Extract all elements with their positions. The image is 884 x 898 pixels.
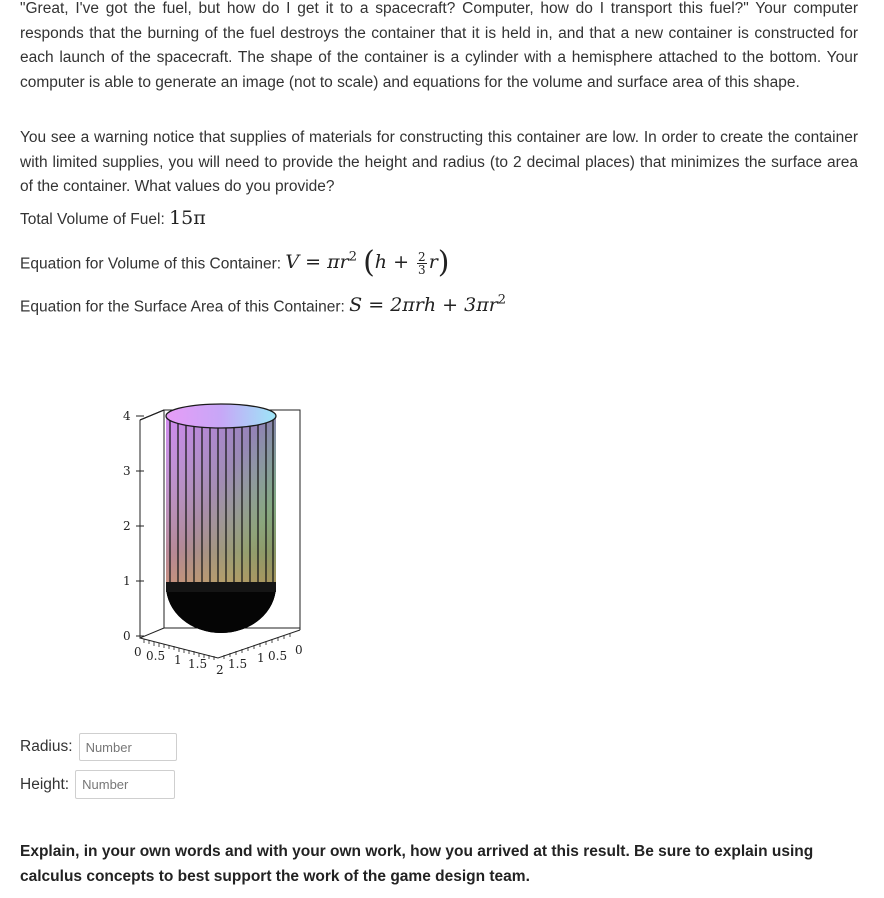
- area-plus: +: [442, 294, 459, 317]
- container-3d-plot: [110, 396, 320, 678]
- volume-fraction: $\frac{2}{3}$: [418, 249, 426, 277]
- area-lhs: S: [349, 294, 363, 317]
- y-tick-0-5: 0.5: [268, 649, 288, 663]
- volume-h: h: [374, 251, 388, 274]
- explain-prompt: Explain, in your own words and with your own work, how you arrived at this result. Be sure to explain using calculus concepts to best support the work of the game design team.: [20, 843, 814, 885]
- intro-paragraph-2: You see a warning notice that supplies of materials for constructing this container are low. In order to create the container with limited supplies, you will need to provide the height and radius (to 2 decimal places) that minimizes the surface area of the container. What values do you provide?: [20, 129, 858, 195]
- z-tick-4: 4: [123, 409, 131, 423]
- radius-row: [20, 733, 177, 761]
- x-tick-1-5: 1.5: [188, 657, 208, 671]
- area-r: r: [488, 294, 498, 317]
- radius-label: Radius:: [20, 738, 73, 755]
- fuel-volume-label: Total Volume of Fuel:: [20, 211, 165, 228]
- volume-r: r: [339, 251, 349, 274]
- x-tick-0: 0: [134, 645, 142, 659]
- volume-equation-label: Equation for Volume of this Container:: [20, 255, 282, 273]
- z-tick-1: 1: [123, 574, 131, 588]
- y-tick-0: 0: [295, 643, 303, 657]
- height-row: [20, 770, 175, 799]
- area-exponent: 2: [497, 293, 507, 308]
- volume-equation: $V = \pi r^2$ (h + $\frac{2}{3}$ r): [285, 245, 450, 281]
- volume-plus: +: [393, 251, 409, 274]
- area-eq-sign: =: [368, 294, 385, 317]
- volume-exponent: 2: [348, 250, 358, 265]
- area-equation-label: Equation for the Surface Area of this Container:: [20, 298, 345, 316]
- fuel-volume-value: 15π: [169, 207, 206, 229]
- height-label: Height:: [20, 775, 70, 793]
- area-term2: 3π: [464, 294, 489, 317]
- z-tick-3: 3: [123, 464, 131, 478]
- area-equation-line: [20, 290, 506, 318]
- y-tick-1-5: 1.5: [228, 657, 248, 671]
- height-input[interactable]: [75, 770, 175, 799]
- z-tick-2: 2: [123, 519, 131, 533]
- z-tick-0: 0: [123, 629, 131, 643]
- x-tick-0-5: 0.5: [146, 649, 166, 663]
- x-tick-2: 2: [216, 663, 224, 677]
- container-shape: [166, 404, 276, 633]
- intro-paragraph-1: "Great, I've got the fuel, but how do I get it to a spacecraft? Computer, how do I transport this fuel?" Your computer responds that the burning of the fuel destroys the container that it is held in, and that a new container is constructed for each launch of the spacecraft. The shape of the container is a cylinder with a hemisphere attached to the bottom. Your computer is able to generate an image (not to scale) and equations for the volume and surface area of this shape.: [20, 0, 858, 91]
- y-tick-1: 1: [257, 651, 265, 665]
- area-term1: 2π: [390, 294, 415, 317]
- volume-lhs: V: [285, 251, 300, 274]
- volume-eq-sign: =: [305, 251, 322, 274]
- area-term1-vars: rh: [414, 294, 437, 317]
- radius-input[interactable]: [79, 733, 177, 761]
- x-tick-1: 1: [174, 653, 182, 667]
- fuel-volume-line: [20, 207, 206, 231]
- area-equation: [349, 294, 506, 316]
- volume-r2: r: [428, 251, 438, 274]
- volume-pi: π: [327, 251, 340, 274]
- volume-equation-line: [20, 242, 450, 281]
